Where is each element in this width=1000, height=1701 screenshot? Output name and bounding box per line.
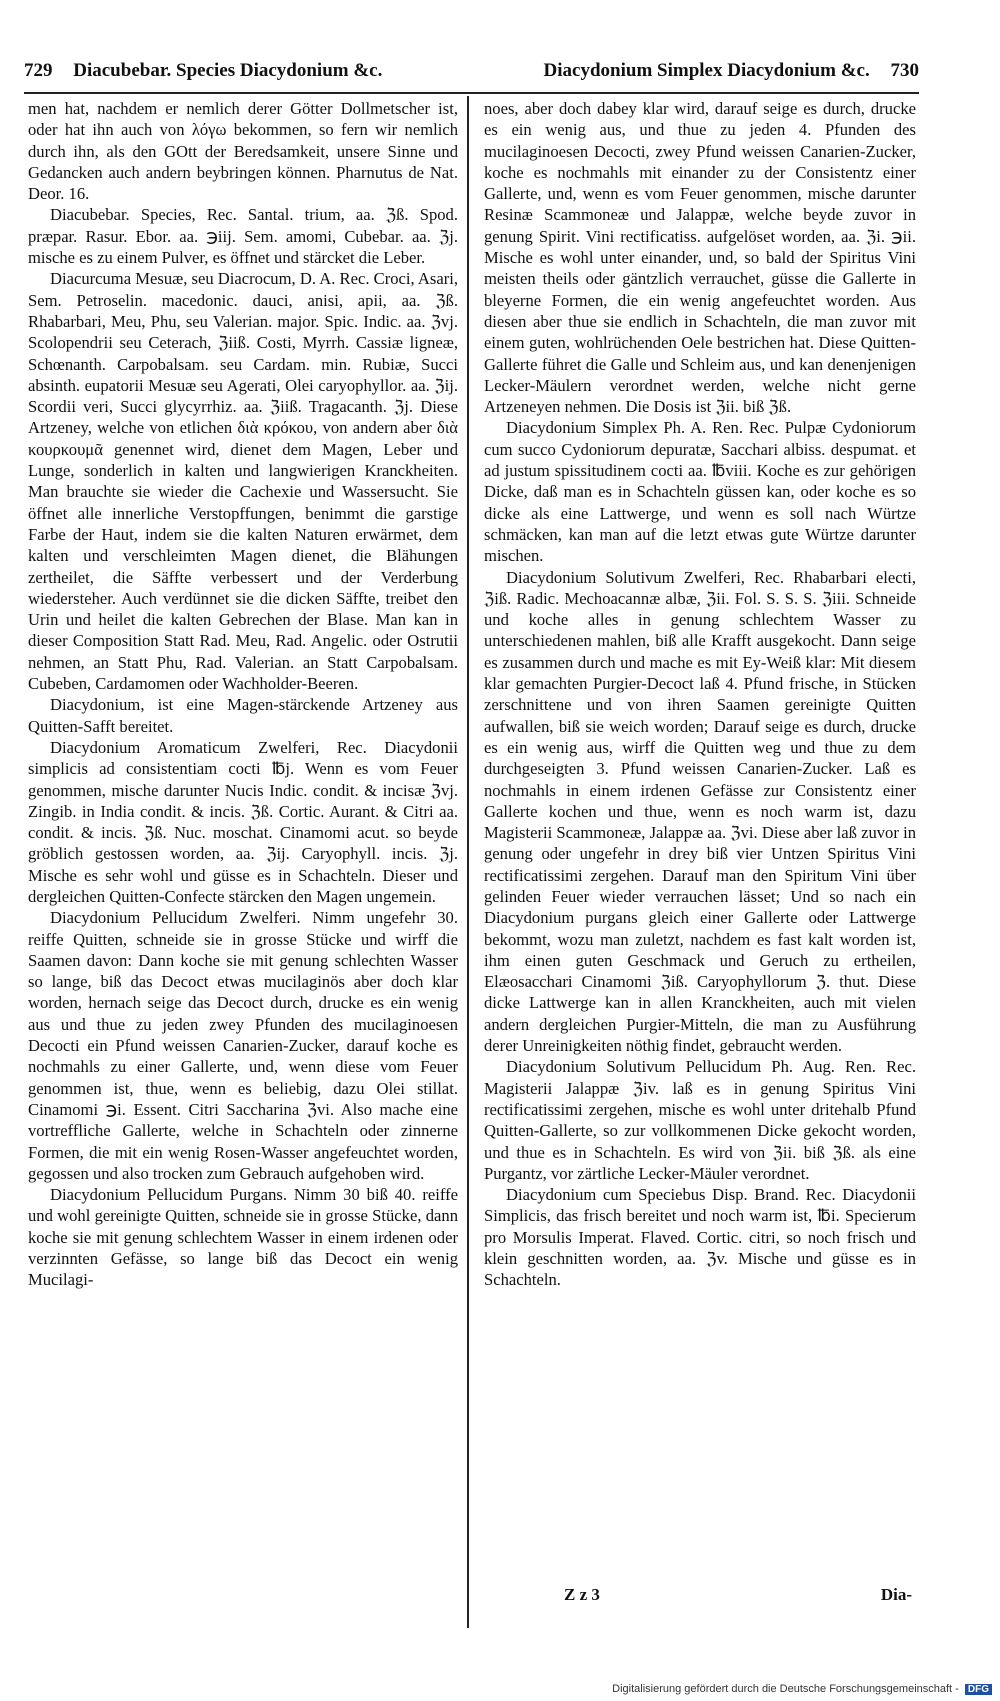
left-page-number: 729 [24, 60, 53, 81]
column-divider [467, 96, 469, 1628]
digitization-credit [612, 1683, 992, 1695]
paragraph: Diacydonium Pellucidum Zwelferi. Nimm ungefehr 30. reiffe Quitten, schneide sie in grosse Stücke und wirff die Saamen davon: Dann koche sie mit genung schlechten Wasser so lange, biß das Decoct etwas mucilaginös aber doch klar worden, hernach seige das Decoct durch, drucke es ein wenig aus und thue zu jeden zwey Pfunden des mucilaginoesen Decocti ein Pfund weissen Canarien-Zucker, darauf koche es nochmahls zu einer Gallerte, und, wenn diese vom Feuer genommen ist, thue, wenn es beliebig, dazu Olei stillat. Cinamomi ℈i. Essent. Citri Saccharina ℨvi. Also mache eine vortreffliche Gallerte, welche in Schachteln oder zinnerne Formen, die mit ein wenig Rosen-Wasser angefeuchtet worden, gegossen und also trocken zum Gebrauch aufgehoben wird. [28, 908, 458, 1183]
paragraph: Diacubebar. Species, Rec. Santal. trium, aa. ℨß. Spod. præpar. Rasur. Ebor. aa. ℈iij. Sem. amomi, Cubebar. aa. ℨj. mische es zu einem Pulver, es öffnet und stärcket die Leber. [28, 205, 458, 268]
right-header [544, 60, 919, 82]
catchword: Dia- [880, 1585, 912, 1604]
dfg-logo: DFG [965, 1684, 992, 1695]
paragraph: Diacydonium Pellucidum Purgans. Nimm 30 biß 40. reiffe und wohl gereinigte Quitten, schneide sie in grosse Stücke, dann koche sie mit genung schlechtem Wasser in einem irdenen oder verzinnten Gefässe, so lange biß das Decoct ein wenig Mucilagi- [28, 1185, 458, 1290]
book-page-spread [24, 56, 919, 1616]
paragraph: Diacydonium Solutivum Zwelferi, Rec. Rhabarbari electi, ℨiß. Radic. Mechoacannæ albæ, ℨii. Fol. S. S. S. ℨiii. Schneide und koche alles in genung schlechtem Wasser zu unterschiedenen mahlen, biß alle Krafft ausgekocht. Dann seige es zusammen durch und mache es mit Ey-Weiß klar: Mit diesem klar gemachten Purgier-Decoct laß 4. Pfund frische, in Stücken zerschnittene und von ihren Saamen gereinigte Quitten aufwallen, biß sie weich worden; Darauf seige es durch, drucke es ein wenig aus, wirff die Quitten weg und thue zu dem durchgeseigten 3. Pfund weissen Canarien-Zucker. Laß es nochmahls in einem irdenen Gefässe zur Consistentz einer Gallerte kochen und thue, wenn es noch warm ist, dazu Magisterii Scammoneæ, Jalappæ aa. ℨvi. Diese aber laß zuvor in genung oder ungefehr in drey biß vier Untzen Spiritus Vini rectificatissimi zergehen. Darauf man den Spiritum Vini über gelinden Feuer wieder verrauchen lässet; Und so nach ein Diacydonium purgans gleich einer Gallerte oder Lattwerge bekommt, wozu man zuletzt, nachdem es fast kalt worden ist, ihm einen guten Geschmack und Geruch zu ertheilen, Elæosacchari Cinamomi ℨiß. Caryophyllorum ℨ. thut. Diese dicke Lattwerge kan in allen Kranckheiten, auch mit vielen andern dergleichen Purgier-Mitteln, die man zu Ausführung derer Unreinigkeiten nöthig findet, gebraucht werden. [484, 567, 916, 1056]
left-header [24, 60, 382, 82]
paragraph: men hat, nachdem er nemlich derer Götter Dollmetscher ist, oder hat ihn auch von λόγω bekommen, so fern wir nemlich durch ihn, als den GOtt der Beredsamkeit, unsere Sinne und Gedancken auch andern beybringen können. Pharnutus de Nat. Deor. 16. [28, 99, 458, 204]
right-text-column [484, 98, 916, 1608]
paragraph: Diacurcuma Mesuæ, seu Diacrocum, D. A. Rec. Croci, Asari, Sem. Petroselin. macedonic. dauci, anisi, apii, aa. ℨß. Rhabarbari, Meu, Phu, seu Valerian. major. Spic. Indic. aa. ℨvj. Scolopendrii seu Ceterach, ℨiiß. Costi, Myrrh. Cassiæ ligneæ, Schœnanth. Carpobalsam. seu Cardam. min. Rubiæ, Succi absinth. eupatorii Mesuæ seu Agerati, Olei caryophyllor. aa. ℨij. Scordii veri, Succi glycyrrhiz. aa. ℨiiß. Tragacanth. ℨj. Diese Artzeney, welche von etlichen διὰ κρόκου, von andern aber διὰ κουρκουμᾶ genennet wird, dienet dem Magen, Leber und Lunge, sonderlich in kalten und langwierigen Kranckheiten. Man brauchte sie wieder die Cachexie und Wassersucht. Sie öffnet alle innerliche Verstopffungen, benimmt die garstige Farbe der Haut, indem sie die kalten Naturen erwärmet, dem kalten und verschleimten Magen dienet, die Blähungen zertheilet, die Säffte verbessert und der Verderbung wiedersteher. Auch verdünnet sie die dicken Säffte, treibet den Urin und heilet die kalten Gebrechen der Blase. Man kan in dieser Composition Statt Rad. Meu, Rad. Angelic. oder Ostrutii nehmen, an Statt Phu, Rad. Valerian. an Statt Carpobalsam. Cubeben, Cardamomen oder Wachholder-Beeren. [28, 269, 458, 694]
signature-mark: Z z 3 [564, 1585, 600, 1604]
right-page-number: 730 [890, 60, 919, 81]
paragraph: Diacydonium Simplex Ph. A. Ren. Rec. Pulpæ Cydoniorum cum succo Cydoniorum depuratæ, Sacchari albiss. despumat. et ad justum spissitudinem cocti aa. ℔viii. Koche es zur gehörigen Dicke, daß man es in Schachteln güssen kan, oder koche es so dicke als eine Lattwerge, und wenn es soll nach Würtze schmäcken, kan man auf die letzt etwas gute Würtze darunter mischen. [484, 418, 916, 566]
credit-text: Digitalisierung gefördert durch die Deutsche Forschungsgemeinschaft - [612, 1683, 959, 1695]
left-running-title: Diacubebar. Species Diacydonium &c. [73, 60, 383, 81]
paragraph: noes, aber doch dabey klar wird, darauf seige es durch, drucke es ein wenig aus, und thue zu jeden 4. Pfunden des mucilaginoesen Decocti, zwey Pfund weissen Canarien-Zucker, koche es nochmahls mit einander zu der Consistentz einer Gallerte, und, wenn es vom Feuer genommen, mische darunter Resinæ Scammoneæ und Jalappæ, welche beyde zuvor in genung Spirit. Vini rectificatiss. aufgelöset worden, aa. ℨi. ℈ii. Mische es wohl unter einander, und, so bald der Spiritus Vini meisten theils oder gäntzlich verrauchet, güsse die Gallerte in bleyerne Formen, die ein wenig angefeuchtet worden. Aus diesen aber thue sie endlich in Schachteln, die man zuvor mit einem guten, wohlrüchenden Oele bestrichen hat. Diese Quitten-Gallerte führet die Galle und Schleim aus, und kan denenjenigen Lecker-Mäulern verordnet werden, welche nicht gerne Artzeneyen nehmen. Die Dosis ist ℨii. biß ℨß. [484, 99, 916, 417]
paragraph: Diacydonium cum Speciebus Disp. Brand. Rec. Diacydonii Simplicis, das frisch bereitet und noch warm ist, ℔i. Specierum pro Morsulis Imperat. Flaved. Cortic. citri, so noch frisch und klein geschnitten worden, aa. ℨv. Mische und güsse es in Schachteln. [484, 1185, 916, 1290]
left-text-column [28, 98, 458, 1608]
page-footer [484, 1585, 916, 1609]
right-running-title: Diacydonium Simplex Diacydonium &c. [543, 60, 870, 81]
paragraph: Diacydonium Solutivum Pellucidum Ph. Aug. Ren. Rec. Magisterii Jalappæ ℨiv. laß es in genung Spiritus Vini rectificatissimi zergehen, mische es wohl unter dritehalb Pfund Quitten-Gallerte, so zur vollkommenen Dicke gekocht worden, und thue es in Schachteln. Es wird von ℨii. biß ℨß. als eine Purgantz, vor zärtliche Lecker-Mäuler verordnet. [484, 1057, 916, 1183]
paragraph: Diacydonium, ist eine Magen-stärckende Artzeney aus Quitten-Safft bereitet. [28, 695, 458, 736]
running-header [24, 56, 919, 94]
paragraph: Diacydonium Aromaticum Zwelferi, Rec. Diacydonii simplicis ad consistentiam cocti ℔j. Wenn es vom Feuer genommen, mische darunter Nucis Indic. condit. & incisæ ℨvj. Zingib. in India condit. & incis. ℨß. Cortic. Aurant. & Citri aa. condit. & incis. ℨß. Nuc. moschat. Cinamomi acut. so beyde gröblich gestossen worden, aa. ℨij. Caryophyll. incis. ℨj. Mische es sehr wohl und güsse es in Schachteln. Dieser und dergleichen Quitten-Confecte stärcken den Magen ungemein. [28, 737, 458, 906]
